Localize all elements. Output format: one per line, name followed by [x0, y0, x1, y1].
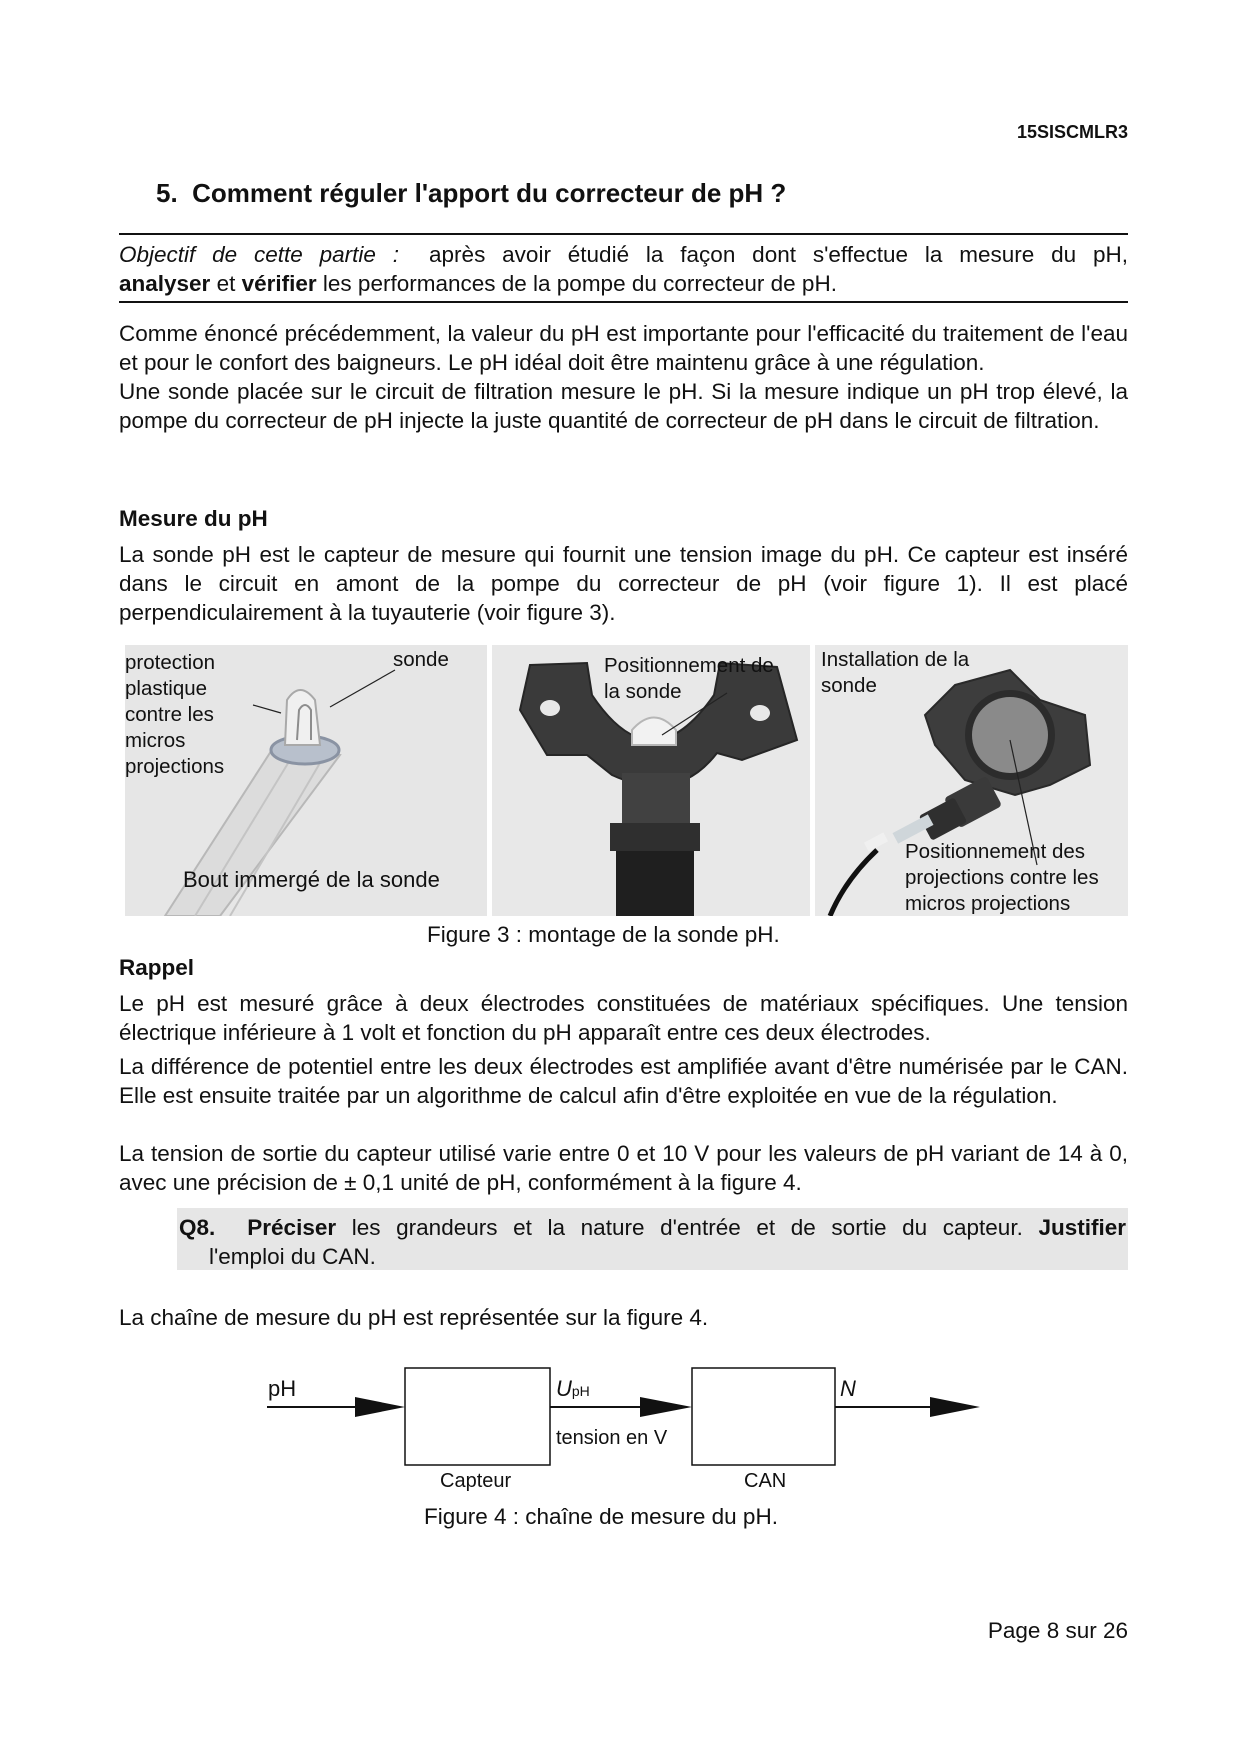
- output-variable: N: [840, 1376, 856, 1401]
- question-line-1: [179, 1213, 1126, 1242]
- capteur-block: [405, 1368, 550, 1465]
- page-number: Page 8 sur 26: [987, 1618, 1128, 1643]
- objective-label: Objectif de cette partie :: [119, 242, 400, 267]
- can-label: CAN: [744, 1470, 787, 1492]
- label-protection-line: contre les: [125, 703, 214, 726]
- objective-text-3: les performances de la pompe du correcteur de pH.: [316, 271, 837, 296]
- output-arrow: [930, 1397, 980, 1417]
- signal-variable: U: [556, 1376, 572, 1401]
- intro-paragraph-2: Une sonde placée sur le circuit de filtration mesure le pH. Si la mesure indique un pH trop élevé, la pompe du correcteur de pH injecte la juste quantité de correcteur de pH dans le circuit de filtration.: [119, 379, 1128, 433]
- signal-label: [556, 1376, 590, 1402]
- label-positionnement-sonde: [604, 653, 774, 705]
- question-text-1: les grandeurs et la nature d'entrée et de sortie du capteur.: [336, 1215, 1039, 1240]
- label-installation-line: sonde: [821, 674, 877, 697]
- input-label-ph: pH: [268, 1376, 297, 1401]
- label-protection-plastique: [125, 650, 224, 780]
- figure4-diagram: [0, 1360, 1240, 1500]
- signal-subscript: pH: [571, 1383, 590, 1399]
- photo-probe-tip: [125, 645, 487, 916]
- section-number: 5.: [156, 178, 178, 208]
- label-positionnement-line: Positionnement de: [604, 654, 774, 677]
- objective-line-1: [119, 240, 1128, 269]
- rappel-heading: Rappel: [119, 955, 195, 980]
- intro-paragraph-1: Comme énoncé précédemment, la valeur du pH est importante pour l'efficacité du traitement de l'eau et pour le confort des baigneurs. Le pH idéal doit être maintenu grâce à une régulation.: [119, 321, 1128, 375]
- label-sonde: sonde: [393, 648, 449, 671]
- objective-text-1: après avoir étudié la façon dont s'effectue la mesure du pH,: [429, 242, 1129, 267]
- label-protection-line: plastique: [125, 677, 208, 700]
- label-installation-sonde: [821, 647, 969, 699]
- objective-top-rule: [119, 233, 1128, 235]
- objective-bold-verifier: vérifier: [241, 271, 317, 296]
- label-positionnement-line: la sonde: [604, 680, 682, 703]
- section-title: [156, 178, 786, 209]
- rappel-paragraph-3: La tension de sortie du capteur utilisé varie entre 0 et 10 V pour les valeurs de pH variant de 14 à 0, avec une précision de ± 0,1 unité de pH, conformément à la figure 4.: [119, 1141, 1128, 1195]
- document-code: 15SISCMLR3: [1016, 122, 1128, 142]
- figure3-caption: Figure 3 : montage de la sonde pH.: [427, 922, 780, 947]
- label-position-line: projections contre les: [905, 866, 1099, 889]
- question-bold-preciser: Préciser: [247, 1215, 337, 1240]
- label-position-line: micros projections: [905, 892, 1071, 915]
- label-protection-line: protection: [125, 651, 216, 674]
- question-bold-justifier: Justifier: [1038, 1215, 1126, 1240]
- section-title-text: Comment réguler l'apport du correcteur de pH ?: [192, 178, 787, 208]
- chain-intro: La chaîne de mesure du pH est représentée sur la figure 4.: [119, 1305, 709, 1330]
- objective-bold-analyser: analyser: [119, 271, 211, 296]
- objective-text-2: et: [210, 271, 242, 296]
- mesure-paragraph: La sonde pH est le capteur de mesure qui fournit une tension image du pH. Ce capteur est inséré dans le circuit en amont de la pompe du correcteur de pH (voir figure 1). Il est placé perpendiculairement à la tuyauterie (voir figure 3).: [119, 542, 1128, 625]
- label-bout-immerge: Bout immergé de la sonde: [183, 867, 440, 892]
- rappel-paragraph-2: La différence de potentiel entre les deux électrodes est amplifiée avant d'être numérisée par le CAN. Elle est ensuite traitée par un algorithme de calcul afin d'être exploitée en vue de la régulation.: [119, 1054, 1128, 1108]
- question-q8: [179, 1213, 1126, 1271]
- rappel-paragraph-1: Le pH est mesuré grâce à deux électrodes constituées de matériaux spécifiques. Une tension électrique inférieure à 1 volt et fonction du pH apparaît entre ces deux électrodes.: [119, 991, 1128, 1045]
- signal-arrow: [640, 1397, 692, 1417]
- label-position-line: Positionnement des: [905, 840, 1086, 863]
- label-protection-line: projections: [125, 755, 225, 778]
- question-line-2: l'emploi du CAN.: [209, 1244, 376, 1269]
- mesure-heading: Mesure du pH: [119, 506, 268, 531]
- photo-probe-positioning: [492, 645, 810, 916]
- question-number: Q8.: [179, 1215, 216, 1240]
- can-block: [692, 1368, 835, 1465]
- label-positionnement-projections: [905, 839, 1099, 916]
- signal-description: tension en V: [556, 1427, 668, 1449]
- objective-bottom-rule: [119, 301, 1128, 303]
- objective-line-2: [119, 269, 1128, 298]
- label-protection-line: micros: [125, 729, 186, 752]
- intro-block: [119, 319, 1128, 435]
- figure4-caption: Figure 4 : chaîne de mesure du pH.: [424, 1504, 778, 1529]
- label-installation-line: Installation de la: [821, 648, 970, 671]
- output-label-n: [840, 1376, 856, 1402]
- photo-probe-installation: [815, 645, 1128, 916]
- input-arrow: [355, 1397, 405, 1417]
- capteur-label: Capteur: [440, 1470, 512, 1492]
- objective-block: [119, 240, 1128, 298]
